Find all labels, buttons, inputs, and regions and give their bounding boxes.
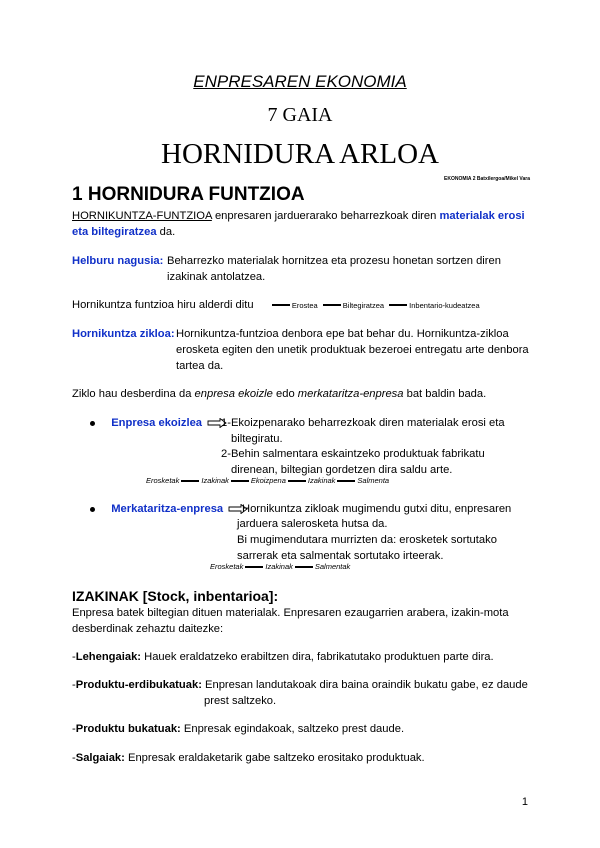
producer-line-2: biltegiratu. <box>231 433 283 445</box>
aspect-item: Biltegiratzea <box>342 301 385 310</box>
inventory-intro-2: desberdinak zehaztu daitezke: <box>72 623 224 635</box>
cycle-text-3: tartea da. <box>176 360 224 372</box>
goal-text-2: izakinak antolatzea. <box>167 271 266 283</box>
inventory-item: -Produktu-erdibukatuak: Enpresan landutakoak dira baina oraindik bukatu gabe, ez daude <box>72 679 528 691</box>
trade-bullet <box>90 501 250 517</box>
aspect-item: Inbentario-kudeatzea <box>409 301 480 310</box>
inventory-item: -Produktu bukatuak: Enpresak egindakoak, saltzeko prest daude. <box>72 723 405 735</box>
flow-step: Erosketak <box>146 476 180 485</box>
dash-icon <box>231 480 249 482</box>
dash-icon <box>295 566 313 568</box>
flow-step: Salmentak <box>314 562 351 571</box>
flow-step: Izakinak <box>307 476 336 485</box>
producer-line-1: 1-Ekoizpenarako beharrezkoak diren materialak erosi eta <box>221 417 505 429</box>
page-number: 1 <box>521 796 528 808</box>
course-title: ENPRESAREN EKONOMIA <box>193 72 407 91</box>
bullet-icon <box>90 507 95 512</box>
intro-text: enpresaren jarduerarako beharrezkoak diren <box>211 210 440 222</box>
diff-italic: enpresa ekoizle <box>194 388 273 400</box>
running-header: EKONOMIA 2 Batxilergoa/Mikel Vara <box>444 176 530 182</box>
aspects-line <box>72 297 480 314</box>
dash-icon <box>288 480 306 482</box>
diff-text: Ziklo hau desberdina da <box>72 388 195 400</box>
dash-icon <box>389 304 407 306</box>
cycle-line <box>72 326 175 342</box>
unit-number: 7 GAIA <box>267 104 333 126</box>
diff-text: bat baldin bada. <box>403 388 487 400</box>
trade-line-3: Bi mugimendutara murrizten da: erosketek sortutako <box>237 534 497 546</box>
flow-step: Ekoizpena <box>250 476 286 485</box>
producer-label: Enpresa ekoizlea <box>111 417 203 429</box>
trade-line-1: Hornikuntza zikloak mugimendu gutxi ditu, enpresaren <box>242 503 512 515</box>
intro-paragraph-line2 <box>72 224 175 240</box>
dash-icon <box>272 304 290 306</box>
producer-bullet <box>90 415 229 431</box>
intro-highlight-2: eta biltegiratzea <box>72 226 157 238</box>
flow-step: Izakinak <box>265 562 293 571</box>
dash-icon <box>337 480 355 482</box>
cycle-text-1: Hornikuntza-funtzioa denbora epe bat behar du. Hornikuntza-zikloa <box>176 328 509 340</box>
diff-text: edo <box>272 388 298 400</box>
trade-flow <box>210 562 350 571</box>
inventory-heading: IZAKINAK [Stock, inbentarioa]: <box>72 588 279 604</box>
chapter-title: HORNIDURA ARLOA <box>161 138 439 170</box>
trade-label: Merkataritza-enpresa <box>111 503 224 515</box>
item-text: Hauek eraldatzeko erabiltzen dira, fabrikatutako produktuen parte dira. <box>141 651 494 663</box>
producer-line-3: 2-Behin salmentara eskaintzeko produktuak fabrikatu <box>221 448 485 460</box>
item-label: Salgaiak: <box>75 752 125 764</box>
bullet-icon <box>90 421 95 426</box>
inventory-item: -Lehengaiak: Hauek eraldatzeko erabiltzen dira, fabrikatutako produktuen parte dira. <box>72 651 494 663</box>
flow-step: Izakinak <box>201 476 229 485</box>
goal-label: Helburu nagusia: <box>72 255 164 267</box>
producer-line-4: direnean, biltegian gordetzen dira saldu arte. <box>231 464 453 476</box>
intro-highlight: materialak erosi <box>439 210 525 222</box>
dash-icon <box>181 480 199 482</box>
section-heading: 1 HORNIDURA FUNTZIOA <box>72 184 305 205</box>
producer-flow <box>146 476 389 485</box>
item-text: Enpresan landutakoak dira baina oraindik bukatu gabe, ez daude <box>201 679 528 691</box>
flow-step: Salmenta <box>357 476 390 485</box>
trade-line-2: jarduera salerosketa hutsa da. <box>237 518 388 530</box>
flow-step: Erosketak <box>210 562 244 571</box>
cycle-text-2: erosketa egiten den unetik produktuak bezeroei entregatu arte denbora <box>176 344 529 356</box>
item-label: Produktu bukatuak: <box>75 723 181 735</box>
goal-line <box>72 253 163 269</box>
item-label: Produktu-erdibukatuak: <box>75 679 202 691</box>
aspect-item: Erostea <box>291 301 318 310</box>
item-text-continued: prest saltzeko. <box>204 695 277 707</box>
diff-italic: merkataritza-enpresa <box>297 388 404 400</box>
difference-paragraph <box>72 386 486 402</box>
inventory-intro-1: Enpresa batek biltegian dituen materialak. Enpresaren ezaugarrien arabera, izakin-mota <box>72 607 509 619</box>
trade-line-4: sarrerak eta salmentak sortutako irteerak. <box>237 550 444 562</box>
item-text: Enpresak eraldaketarik gabe saltzeko erositako produktuak. <box>124 752 425 764</box>
inventory-item: -Salgaiak: Enpresak eraldaketarik gabe saltzeko erositako produktuak. <box>72 752 425 764</box>
item-label: Lehengaiak: <box>75 651 142 663</box>
dash-icon <box>245 566 263 568</box>
dash-icon <box>323 304 341 306</box>
cycle-label: Hornikuntza zikloa: <box>72 328 175 340</box>
intro-term: HORNIKUNTZA-FUNTZIOA <box>72 210 212 222</box>
aspects-text: Hornikuntza funtzioa hiru alderdi ditu <box>72 299 254 311</box>
intro-end: da. <box>156 226 176 238</box>
goal-text-1: Beharrezko materialak hornitzea eta prozesu honetan sortzen diren <box>167 255 501 267</box>
intro-paragraph <box>72 208 525 224</box>
item-text: Enpresak egindakoak, saltzeko prest daude. <box>180 723 405 735</box>
